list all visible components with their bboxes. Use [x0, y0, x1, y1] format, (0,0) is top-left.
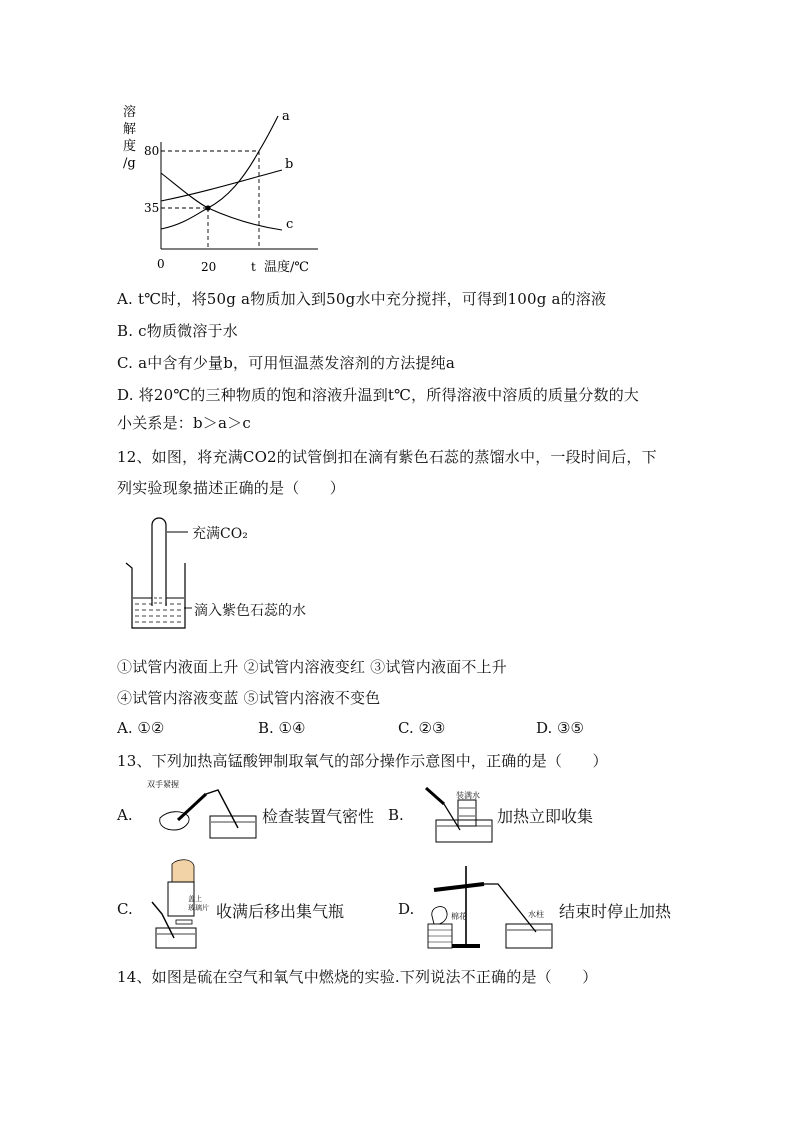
curve-label-a: a [282, 109, 290, 124]
solubility-graph [115, 100, 335, 280]
y-axis-label [123, 104, 136, 171]
water-hatching [135, 604, 182, 622]
y-tick-80: 80 [144, 144, 160, 158]
curve-label-c: c [286, 217, 294, 232]
q11-option-d-cont: 小关系是：b＞a＞c [117, 414, 251, 432]
x-tick-t: t [251, 260, 256, 274]
label-litmus-water: 滴入紫色石蕊的水 [194, 603, 306, 619]
label-co2-tube: 充满CO₂ [192, 526, 248, 542]
x-axis-label: 温度/℃ [264, 260, 309, 275]
q12-option-d: D. ③⑤ [536, 719, 584, 737]
solubility-graph-svg [115, 100, 335, 280]
q12-option-a: A. ①② [117, 719, 165, 737]
intersection-point [205, 205, 210, 210]
y-tick-35: 35 [144, 201, 160, 215]
q13-figure-d [424, 860, 554, 952]
q13-letter-a: A. [117, 806, 133, 824]
q13-note-c2: 玻璃片 [188, 904, 209, 912]
q13-note-b: 装满水 [456, 791, 480, 800]
q12-stem-cont: 列实验现象描述正确的是（ ） [117, 479, 346, 497]
q13-caption-c: 收满后移出集气瓶 [216, 902, 345, 921]
test-tube [152, 518, 166, 606]
trough-d [506, 924, 552, 948]
q13-letter-b: B. [388, 806, 404, 824]
tube-a [178, 794, 206, 820]
y-axis-label-char: 解 [123, 122, 137, 137]
q12-option-b: B. ①④ [258, 719, 306, 737]
q11-option-c: C. a中含有少量b，可用恒温蒸发溶剂的方法提纯a [117, 354, 455, 372]
q12-statements: ①试管内液面上升 ②试管内溶液变红 ③试管内液面不上升 [117, 658, 507, 676]
trough-c [156, 928, 196, 948]
q11-option-a: A. t℃时，将50g a物质加入到50g水中充分搅拌，可得到100g a的溶液 [117, 290, 607, 308]
q14-stem: 14、如图是硫在空气和氧气中燃烧的实验.下列说法不正确的是（ ） [117, 968, 598, 986]
y-axis-label-char: /g [123, 156, 136, 171]
curve-c [161, 173, 282, 230]
q11-option-d: D. 将20℃的三种物质的饱和溶液升温到t℃，所得溶液中溶质的质量分数的大 [117, 386, 640, 404]
q13-note-d1: 棉花 [451, 912, 467, 921]
q12-statements-cont: ④试管内溶液变蓝 ⑤试管内溶液不变色 [117, 689, 381, 707]
q13-caption-b: 加热立即收集 [497, 807, 594, 826]
q12-stem: 12、如图，将充满CO2的试管倒扣在滴有紫色石蕊的蒸馏水中，一段时间后，下 [117, 448, 657, 466]
hand-c [172, 860, 194, 882]
curve-label-b: b [285, 157, 294, 172]
q13-stem: 13、下列加热高锰酸钾制取氧气的部分操作示意图中，正确的是（ ） [117, 752, 608, 770]
q12-option-c: C. ②③ [398, 719, 446, 737]
curve-a [161, 116, 278, 229]
tube-d [434, 884, 484, 890]
stand-base [450, 944, 480, 948]
trough-b [436, 820, 492, 842]
q13-caption-d: 结束时停止加热 [559, 902, 672, 921]
q13-note-c1: 盖上 [188, 895, 202, 903]
q13-letter-d: D. [398, 900, 415, 918]
y-axis-label-char: 度 [123, 139, 137, 154]
delivery-pipe-d [484, 884, 536, 932]
glass-slide-c [176, 920, 192, 924]
q13-letter-c: C. [117, 900, 133, 918]
lamp-d [432, 907, 447, 925]
q13-note-d2: 水柱 [528, 910, 544, 919]
x-tick-20: 20 [201, 260, 217, 274]
q11-option-b: B. c物质微溶于水 [117, 322, 238, 340]
tube-b [426, 788, 444, 804]
q13-note-a: 双手紧握 [147, 780, 179, 789]
q13-caption-a: 检查装置气密性 [262, 807, 375, 826]
y-axis-label-char: 溶 [123, 105, 137, 120]
curve-b [161, 170, 282, 201]
gas-bottle-b [458, 800, 476, 826]
origin-label: 0 [157, 257, 165, 271]
